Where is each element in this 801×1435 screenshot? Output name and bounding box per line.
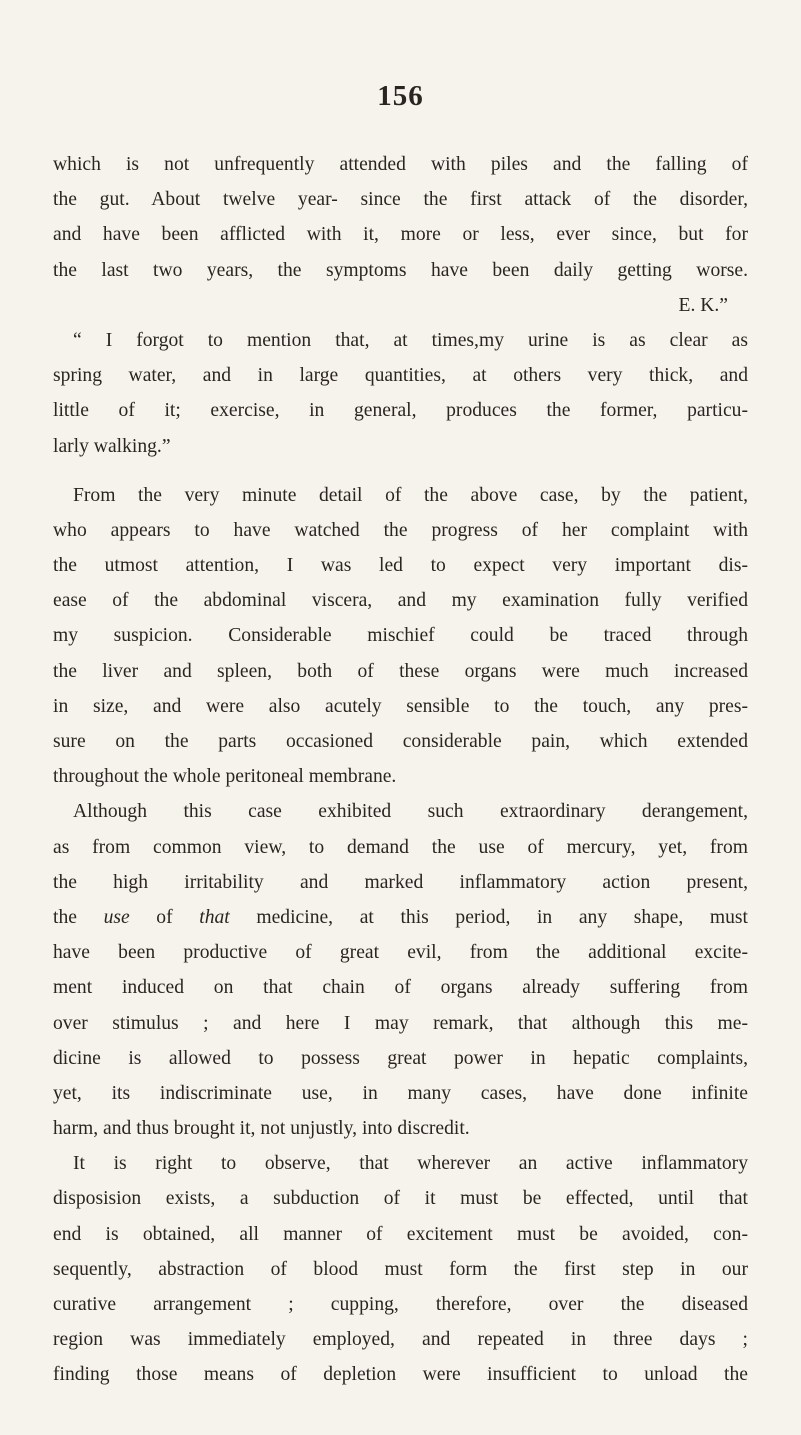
text-line: Although this case exhibited such extraordinary derangement,	[73, 801, 748, 823]
text-line: sequently, abstraction of blood must form the first step in our	[53, 1258, 748, 1280]
text-line: ment induced on that chain of organs already suffering from	[53, 977, 748, 999]
text-line: the last two years, the symptoms have been daily getting worse.	[53, 259, 748, 281]
text-line: From the very minute detail of the above case, by the patient,	[73, 484, 748, 506]
signature: E. K.”	[678, 294, 728, 316]
body-text	[53, 147, 748, 1393]
text-line: spring water, and in large quantities, at others very thick, and	[53, 365, 748, 387]
text-line: ease of the abdominal viscera, and my examination fully verified	[53, 590, 748, 612]
text-line: region was immediately employed, and repeated in three days ;	[53, 1329, 748, 1351]
text-line-with-italics: the use of that medicine, at this period, in any shape, must	[53, 906, 748, 928]
text-line: who appears to have watched the progress of her complaint with	[53, 519, 748, 541]
text-line: yet, its indiscriminate use, in many cases, have done infinite	[53, 1082, 748, 1104]
text-line: as from common view, to demand the use of mercury, yet, from	[53, 836, 748, 858]
text-line: the high irritability and marked inflammatory action present,	[53, 871, 748, 893]
text-line: curative arrangement ; cupping, therefore, over the diseased	[53, 1294, 748, 1315]
text-line: over stimulus ; and here I may remark, that although this me-	[53, 1012, 748, 1034]
text-line: the utmost attention, I was led to expect very important dis-	[53, 555, 748, 577]
text-line: my suspicion. Considerable mischief could be traced through	[53, 625, 748, 647]
page-number: 156	[377, 80, 424, 112]
text-line: little of it; exercise, in general, produces the former, particu-	[53, 400, 748, 422]
text-line: It is right to observe, that wherever an active inflammatory	[73, 1153, 748, 1175]
text-line: and have been afflicted with it, more or less, ever since, but for	[53, 224, 748, 246]
text-line: end is obtained, all manner of excitement must be avoided, con-	[53, 1223, 748, 1245]
text-line: throughout the whole peritoneal membrane.	[53, 766, 397, 788]
text-line: the gut. About twelve year- since the first attack of the disorder,	[53, 189, 748, 211]
text-line: larly walking.”	[53, 435, 171, 457]
text-line: the liver and spleen, both of these organs were much increased	[53, 660, 748, 682]
text-line: in size, and were also acutely sensible to the touch, any pres-	[53, 695, 748, 717]
text-line: which is not unfrequently attended with piles and the falling of	[53, 154, 748, 175]
text-line: “ I forgot to mention that, at times,my urine is as clear as	[73, 329, 748, 351]
text-line: harm, and thus brought it, not unjustly, into discredit.	[53, 1118, 470, 1140]
text-line: finding those means of depletion were insufficient to unload the	[53, 1364, 748, 1386]
text-line: sure on the parts occasioned considerable pain, which extended	[53, 731, 748, 752]
text-line: have been productive of great evil, from the additional excite-	[53, 942, 748, 964]
text-line: dicine is allowed to possess great power in hepatic complaints,	[53, 1047, 748, 1069]
text-line: disposision exists, a subduction of it must be effected, until that	[53, 1188, 748, 1210]
